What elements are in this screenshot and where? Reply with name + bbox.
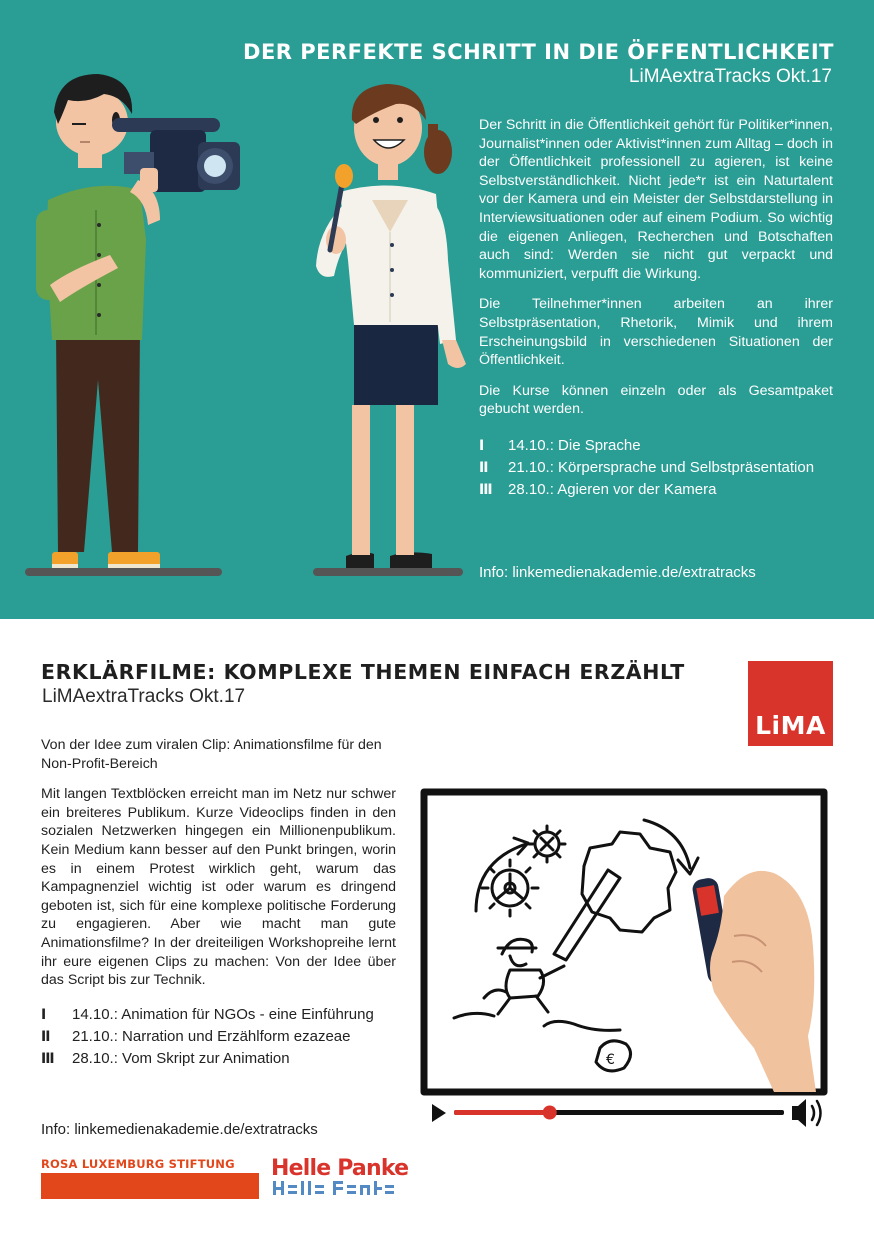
top-paragraph: Die Teilnehmer*innen arbeiten an ihrer Selbstpräsentation, Rhetorik, Mimik und ihrem Erscheinungsbild in verschiedenen Situationen der Öffentlichkeit.	[479, 296, 833, 369]
illustration-camera-interview	[0, 60, 470, 590]
schedule-item	[479, 435, 833, 457]
schedule-numeral: III	[41, 1050, 54, 1067]
video-progress-knob	[543, 1106, 557, 1120]
schedule-numeral: I	[41, 1006, 46, 1023]
schedule-item	[479, 479, 833, 501]
schedule-numeral: I	[479, 437, 484, 454]
schedule-numeral: II	[479, 459, 488, 476]
schedule-text: 14.10.: Die Sprache	[508, 436, 641, 454]
lima-logo-text: LiMA	[755, 711, 826, 740]
top-body-text	[479, 116, 833, 501]
top-section	[0, 0, 874, 619]
bottom-info-link[interactable]: Info: linkemedienakademie.de/extratracks	[41, 1121, 318, 1138]
rosa-luxemburg-logo	[41, 1157, 259, 1199]
explainer-video-player[interactable]	[414, 786, 834, 1131]
video-progress-bar	[454, 1110, 550, 1115]
rosa-luxemburg-text: ROSA LUXEMBURG STIFTUNG	[41, 1157, 235, 1171]
schedule-text: 21.10.: Körpersprache und Selbstpräsentation	[508, 458, 815, 476]
bottom-intro: Von der Idee zum viralen Clip: Animationsfilme für den Non-Profit-Bereich	[41, 737, 382, 772]
schedule-numeral: III	[479, 481, 492, 498]
bottom-paragraph: Mit langen Textblöcken erreicht man im Netz nur schwer ein breiteres Publikum. Kurze Videoclips finden in den sozialen Netzwerken hingegen ein Millionenpublikum. Kein Medium kann besser auf den Punkt bringen, worin es in einem Protest wirklich geht, warum das Kampagnenziel wichtig ist oder warum es dringend geboten ist, sich für eine komplexe politische Forderung zu engagieren. Aber wie macht man gute Animationsfilme? In der dreiteiligen Workshopreihe lernt ihr eure eigenen Clips zu machen: Von der Idee über das Script bis zur Technik.	[41, 786, 396, 989]
schedule-text: 21.10.: Narration und Erzählform ezazeae	[72, 1027, 351, 1045]
helle-panke-reflection-icon	[271, 1179, 395, 1199]
helle-panke-text: Helle Panke	[271, 1156, 409, 1181]
top-paragraph: Die Kurse können einzeln oder als Gesamtpaket gebucht werden.	[479, 382, 833, 418]
top-schedule	[479, 435, 833, 501]
schedule-item	[41, 1004, 396, 1026]
top-paragraph: Der Schritt in die Öffentlichkeit gehört für Politiker*innen, Journalist*innen oder Aktivist*innen zum Alltag – doch in der Öffentlichkeit professionell zu agieren, ist keine Selbstverständlichkeit. Nicht jede*r ist ein Naturtalent vor der Kamera und ein Meister der Selbstdarstellung in Interviewsituationen oder auf einem Podium. So wichtig die eigenen Anliegen, Recherchen und Botschaften auch sind: Werden sie nicht gut verpackt und kommuniziert, verpufft die Wirkung.	[479, 117, 833, 282]
top-info-link[interactable]: Info: linkemedienakademie.de/extratracks	[479, 564, 756, 581]
bottom-body-text	[41, 736, 396, 1070]
schedule-text: 14.10.: Animation für NGOs - eine Einführung	[72, 1005, 374, 1023]
bottom-title: ERKLÄRFILME: KOMPLEXE THEMEN EINFACH ERZÄHLT	[41, 660, 685, 684]
schedule-text: 28.10.: Vom Skript zur Animation	[72, 1049, 290, 1067]
schedule-item	[479, 457, 833, 479]
bottom-subtitle: LiMAextraTracks Okt.17	[42, 686, 246, 707]
top-subtitle: LiMAextraTracks Okt.17	[628, 66, 832, 87]
play-icon	[432, 1104, 446, 1122]
schedule-text: 28.10.: Agieren vor der Kamera	[508, 480, 717, 498]
schedule-item	[41, 1048, 396, 1070]
schedule-item	[41, 1026, 396, 1048]
top-title: DER PERFEKTE SCHRITT IN DIE ÖFFENTLICHKEIT	[243, 40, 834, 64]
svg-text:€: €	[606, 1052, 615, 1068]
volume-icon	[792, 1099, 821, 1127]
bottom-schedule	[41, 1004, 396, 1070]
schedule-numeral: II	[41, 1028, 50, 1045]
rosa-luxemburg-bar	[41, 1173, 259, 1199]
helle-panke-logo	[271, 1156, 409, 1200]
lima-logo	[748, 661, 833, 746]
